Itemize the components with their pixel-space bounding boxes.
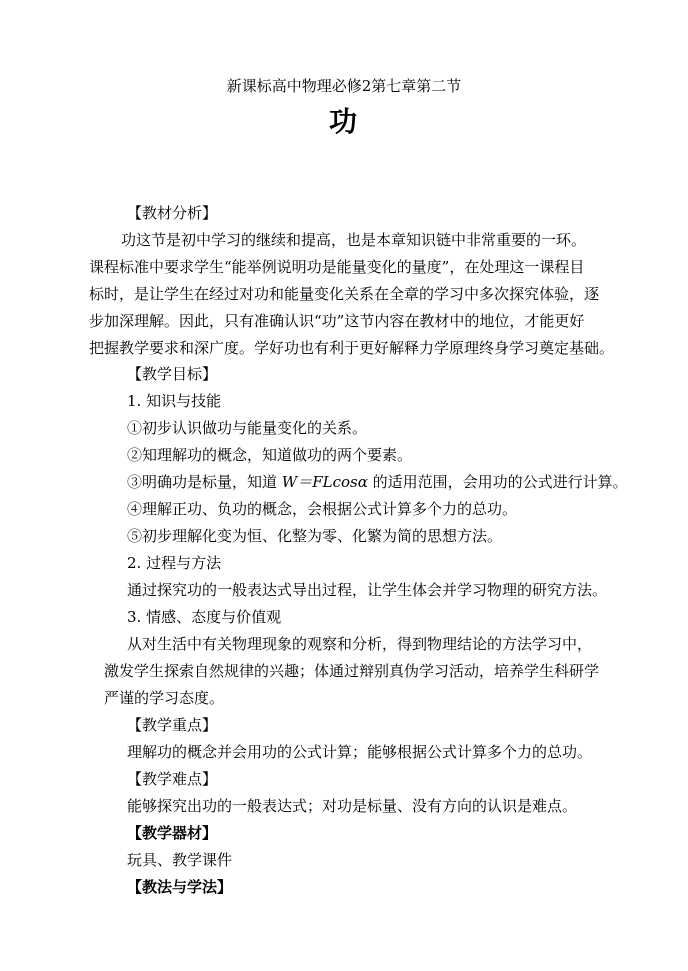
subheading-process: 2. 过程与方法 <box>127 554 222 572</box>
emotion-line: 激发学生探索自然规律的兴趣；体通过辩别真伪学习活动，培养学生科研学 <box>104 662 600 680</box>
objective-item-formula <box>127 471 628 493</box>
section-heading-difficulties: 【教学难点】 <box>127 770 218 788</box>
key-points-text: 理解功的概念并会用功的公式计算；能够根据公式计算多个力的总功。 <box>127 743 593 761</box>
section-heading-equipment: 【教学器材】 <box>127 824 218 842</box>
subheading-knowledge: 1. 知识与技能 <box>127 392 222 410</box>
emotion-line: 严谨的学习态度。 <box>104 689 225 707</box>
section-heading-objectives: 【教学目标】 <box>127 365 218 383</box>
emotion-line: 从对生活中有关物理现象的观察和分析，得到物理结论的方法学习中， <box>127 635 593 653</box>
objective-item-text: ③明确功是标量，知道 <box>127 473 282 491</box>
difficulties-text: 能够探究出功的一般表达式；对功是标量、没有方向的认识是难点。 <box>127 797 578 815</box>
doc-title: 功 <box>328 105 359 138</box>
analysis-line: 课程标准中要求学生“能举例说明功是能量变化的量度”，在处理这一课程目 <box>89 258 585 276</box>
section-heading-analysis: 【教材分析】 <box>127 204 218 222</box>
doc-subtitle: 新课标高中物理必修2第七章第二节 <box>226 77 462 95</box>
objective-item: ①初步认识做功与能量变化的关系。 <box>127 419 368 437</box>
objective-item: ⑤初步理解化变为恒、化整为零、化繁为简的思想方法。 <box>127 527 503 545</box>
process-text: 通过探究功的一般表达式导出过程，让学生体会并学习物理的研究方法。 <box>127 581 608 599</box>
objective-item-text: 的适用范围，会用功的公式进行计算。 <box>367 473 628 491</box>
section-heading-methods: 【教法与学法】 <box>127 878 233 896</box>
objective-item: ②知理解功的概念，知道做功的两个要素。 <box>127 446 413 464</box>
subheading-emotion: 3. 情感、态度与价值观 <box>127 608 282 626</box>
equipment-text: 玩具、教学课件 <box>127 851 233 869</box>
analysis-line: 步加深理解。因此，只有准确认识“功”这节内容在教材中的地位，才能更好 <box>89 312 585 330</box>
analysis-line: 把握教学要求和深广度。学好功也有利于更好解释力学原理终身学习奠定基础。 <box>89 339 615 357</box>
objective-item: ④理解正功、负功的概念，会根据公式计算多个力的总功。 <box>127 500 518 518</box>
section-heading-key-points: 【教学重点】 <box>127 716 218 734</box>
work-formula: W＝FLcosα <box>281 473 368 491</box>
analysis-line: 功这节是初中学习的继续和提高，也是本章知识链中非常重要的一环。 <box>121 231 587 249</box>
analysis-line: 标时，是让学生在经过对功和能量变化关系在全章的学习中多次探究体验，逐 <box>89 285 600 303</box>
